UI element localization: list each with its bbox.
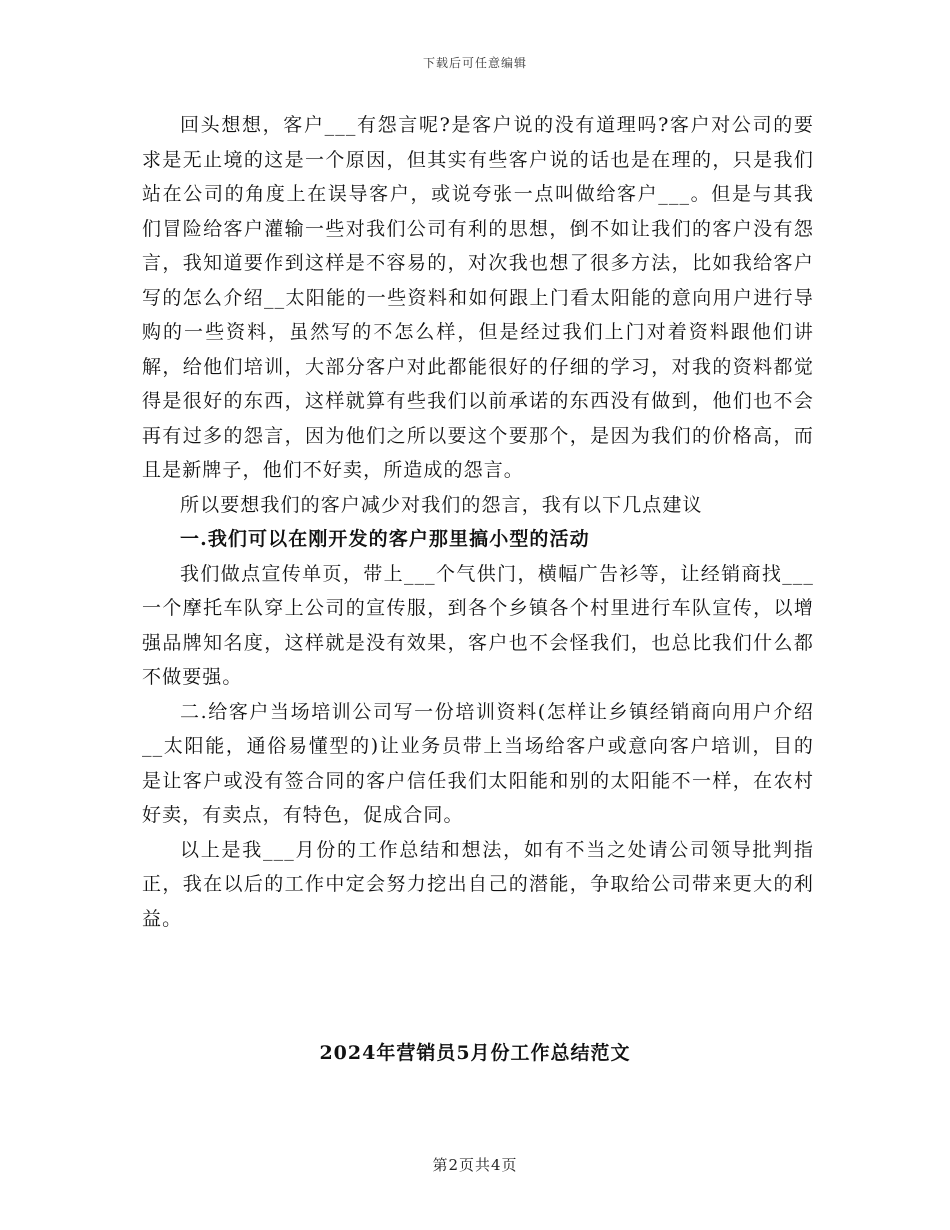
paragraph-3: 我们做点宣传单页，带上___个气供门，横幅广告衫等，让经销商找___一个摩托车队穿上公司的宣传服，到各个乡镇各个村里进行车队宣传，以增强品牌知名度，这样就是没有效果，客户也不会怪我们，也总比我们什么都不做要强。 (142, 562, 814, 688)
document-body (142, 108, 814, 936)
paragraph-4: 二.给客户当场培训公司写一份培训资料(怎样让乡镇经销商向用户介绍__太阳能，通俗易懂型的)让业务员带上当场给客户或意向客户培训，目的是让客户或没有签合同的客户信任我们太阳能和别的太阳能不一样，在农村好卖，有卖点，有特色，促成合同。 (142, 700, 814, 826)
document-title: 2024年营销员5月份工作总结范文 (319, 1042, 631, 1064)
paragraph-1: 回头想想，客户___有怨言呢?是客户说的没有道理吗?客户对公司的要求是无止境的这是一个原因，但其实有些客户说的话也是在理的，只是我们站在公司的角度上在误导客户，或说夸张一点叫做给客户___。但是与其我们冒险给客户灌输一些对我们公司有利的思想，倒不如让我们的客户没有怨言，我知道要作到这样是不容易的，对次我也想了很多方法，比如我给客户写的怎么介绍__太阳能的一些资料和如何跟上门看太阳能的意向用户进行导购的一些资料，虽然写的不怎么样，但是经过我们上门对着资料跟他们讲解，给他们培训，大部分客户对此都能很好的仔细的学习，对我的资料都觉得是很好的东西，这样就算有些我们以前承诺的东西没有做到，他们也不会再有过多的怨言，因为他们之所以要这个要那个，是因为我们的价格高，而且是新牌子，他们不好卖，所造成的怨言。 (142, 114, 814, 481)
section-heading-1: 一.我们可以在刚开发的客户那里搞小型的活动 (180, 528, 590, 550)
paragraph-5: 以上是我___月份的工作总结和想法，如有不当之处请公司领导批判指正，我在以后的工作中定会努力挖出自己的潜能，争取给公司带来更大的利益。 (142, 838, 814, 930)
page-header: 下载后可任意编辑 (422, 56, 527, 70)
paragraph-2: 所以要想我们的客户减少对我们的怨言，我有以下几点建议 (180, 493, 703, 516)
page-footer: 第2页共4页 (432, 1156, 518, 1174)
